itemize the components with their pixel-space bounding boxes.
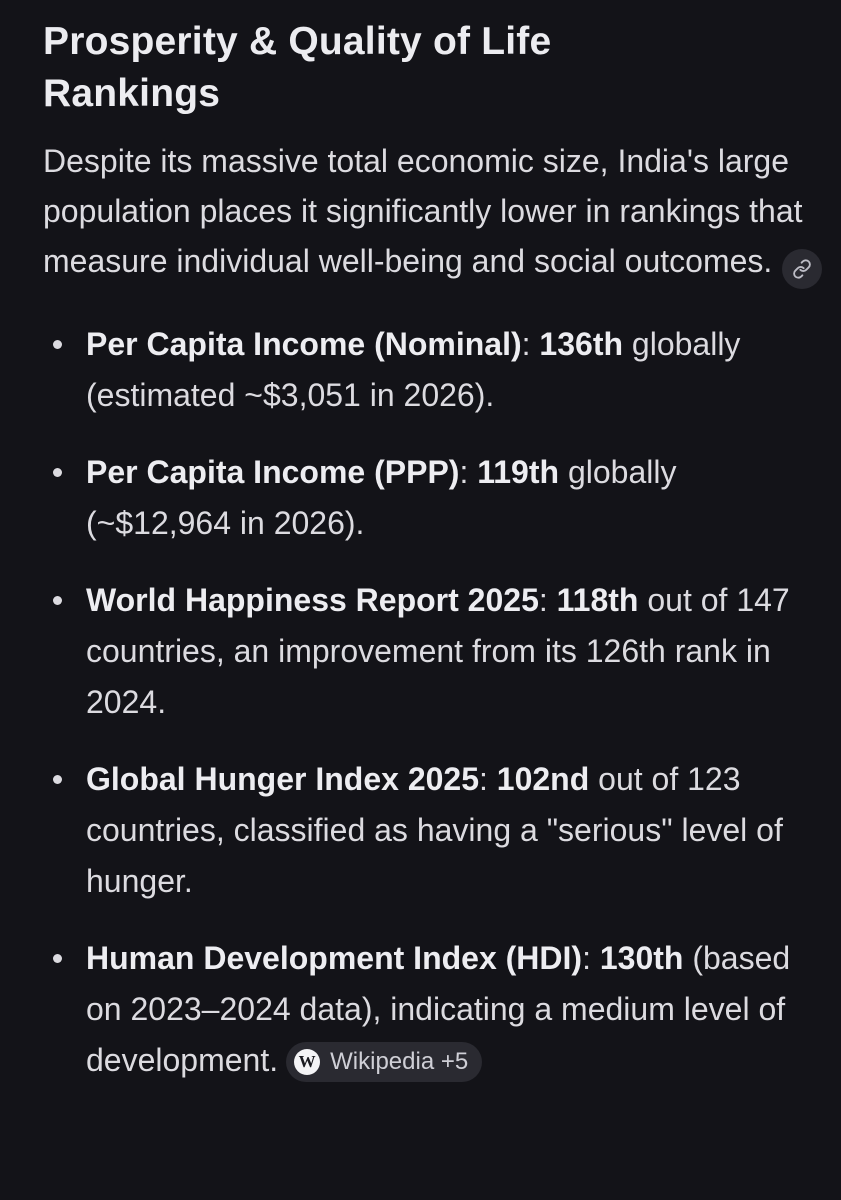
item-text: (based on 2023–2024 data), indicating a medium level of development. <box>86 940 791 1078</box>
item-label: Per Capita Income (Nominal) <box>86 326 522 362</box>
intro-paragraph <box>43 136 823 289</box>
list-item: Per Capita Income (PPP): 119th globally (~$12,964 in 2026). <box>43 447 806 549</box>
source-chip[interactable] <box>286 1042 482 1082</box>
link-icon <box>792 259 812 279</box>
item-text: globally (estimated ~$3,051 in 2026). <box>86 326 741 413</box>
intro-text: Despite its massive total economic size, India's large population places it significantly lower in rankings that measure individual well-being and social outcomes. <box>43 143 803 279</box>
item-text: out of 123 countries, classified as having a "serious" level of hunger. <box>86 761 783 899</box>
item-text: out of 147 countries, an improvement from its 126th rank in 2024. <box>86 582 790 720</box>
list-item: Human Development Index (HDI): 130th (based on 2023–2024 data), indicating a medium level of development. W Wikipedia +5 <box>43 933 806 1086</box>
item-rank: 130th <box>599 940 684 976</box>
source-chip-label: Wikipedia +5 <box>330 1048 469 1075</box>
list-item: Per Capita Income (Nominal): 136th globally (estimated ~$3,051 in 2026). <box>43 319 806 421</box>
item-text: globally (~$12,964 in 2026). <box>86 454 677 541</box>
item-label: Global Hunger Index 2025 <box>86 761 479 797</box>
list-item: Global Hunger Index 2025: 102nd out of 123 countries, classified as having a "serious" level of hunger. <box>43 754 806 907</box>
link-chip[interactable] <box>782 249 822 289</box>
item-rank: 136th <box>539 326 624 362</box>
item-rank: 118th <box>556 582 639 618</box>
wikipedia-icon: W <box>294 1049 320 1075</box>
item-label: World Happiness Report 2025 <box>86 582 539 618</box>
item-label: Per Capita Income (PPP) <box>86 454 460 490</box>
section-title: Prosperity & Quality of Life Rankings <box>43 20 552 115</box>
item-rank: 102nd <box>496 761 590 797</box>
list-item: World Happiness Report 2025: 118th out of 147 countries, an improvement from its 126th rank in 2024. <box>43 575 806 728</box>
rankings-list <box>43 319 813 1086</box>
item-rank: 119th <box>477 454 560 490</box>
item-label: Human Development Index (HDI) <box>86 940 583 976</box>
